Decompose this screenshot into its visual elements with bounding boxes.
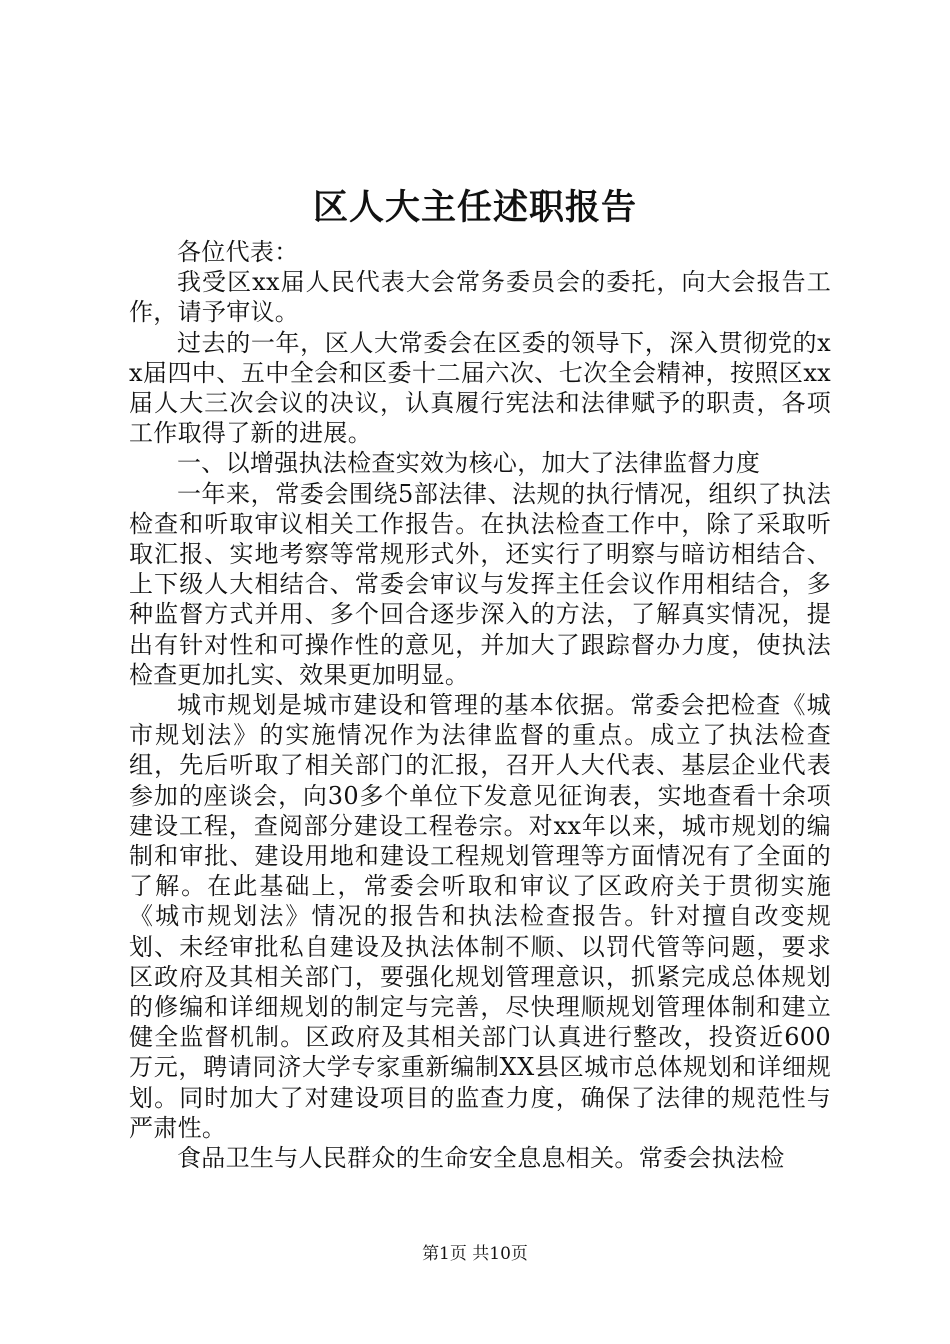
paragraph-intro: 我受区xx届人民代表大会常务委员会的委托，向大会报告工作，请予审议。 (129, 268, 831, 327)
section-heading: 一、以增强执法检查实效为核心，加大了法律监督力度 (177, 449, 761, 478)
paragraph-urban-planning: 城市规划是城市建设和管理的基本依据。常委会把检查《城市规划法》的实施情况作为法律监督的重点。成立了执法检查组，先后听取了相关部门的汇报，召开人大代表、基层企业代表参加的座谈会，向30多个单位下发意见征询表，实地查看十余项建设工程，查阅部分建设工程卷宗。对xx年以来，城市规划的编制和审批、建设用地和建设工程规划管理等方面情况有了全面的了解。在此基础上，常委会听取和审议了区政府关于贯彻实施《城市规划法》情况的报告和执法检查报告。针对擅自改变规划、未经审批私自建设及执法体制不顺、以罚代管等问题，要求区政府及其相关部门，要强化规划管理意识，抓紧完成总体规划的修编和详细规划的制定与完善，尽快理顺规划管理体制和建立健全监督机制。区政府及其相关部门认真进行整改，投资近600万元，聘请同济大学专家重新编制XX县区城市总体规划和详细规划。同时加大了对建设项目的监查力度，确保了法律的规范性与严肃性。 (129, 691, 831, 1142)
paragraph-food-safety: 食品卫生与人民群众的生命安全息息相关。常委会执法检 (177, 1144, 785, 1173)
page-number-footer: 第1页 共10页 (422, 1244, 528, 1264)
paragraph-inspection: 一年来，常委会围绕5部法律、法规的执行情况，组织了执法检查和听取审议相关工作报告。在执法检查工作中，除了采取听取汇报、实地考察等常规形式外，还实行了明察与暗访相结合、上下级人大相结合、常委会审议与发挥主任会议作用相结合，多种监督方式并用、多个回合逐步深入的方法，了解真实情况，提出有针对性和可操作性的意见，并加大了跟踪督办力度，使执法检查更加扎实、效果更加明显。 (129, 479, 831, 689)
salutation: 各位代表： (177, 238, 299, 266)
document-title: 区人大主任述职报告 (312, 187, 637, 228)
paragraph-overview: 过去的一年，区人大常委会在区委的领导下，深入贯彻党的xx届四中、五中全会和区委十二届六次、七次全会精神，按照区xx届人大三次会议的决议，认真履行宪法和法律赋予的职责，各项工作取得了新的进展。 (129, 328, 831, 448)
document-body (129, 237, 831, 1173)
